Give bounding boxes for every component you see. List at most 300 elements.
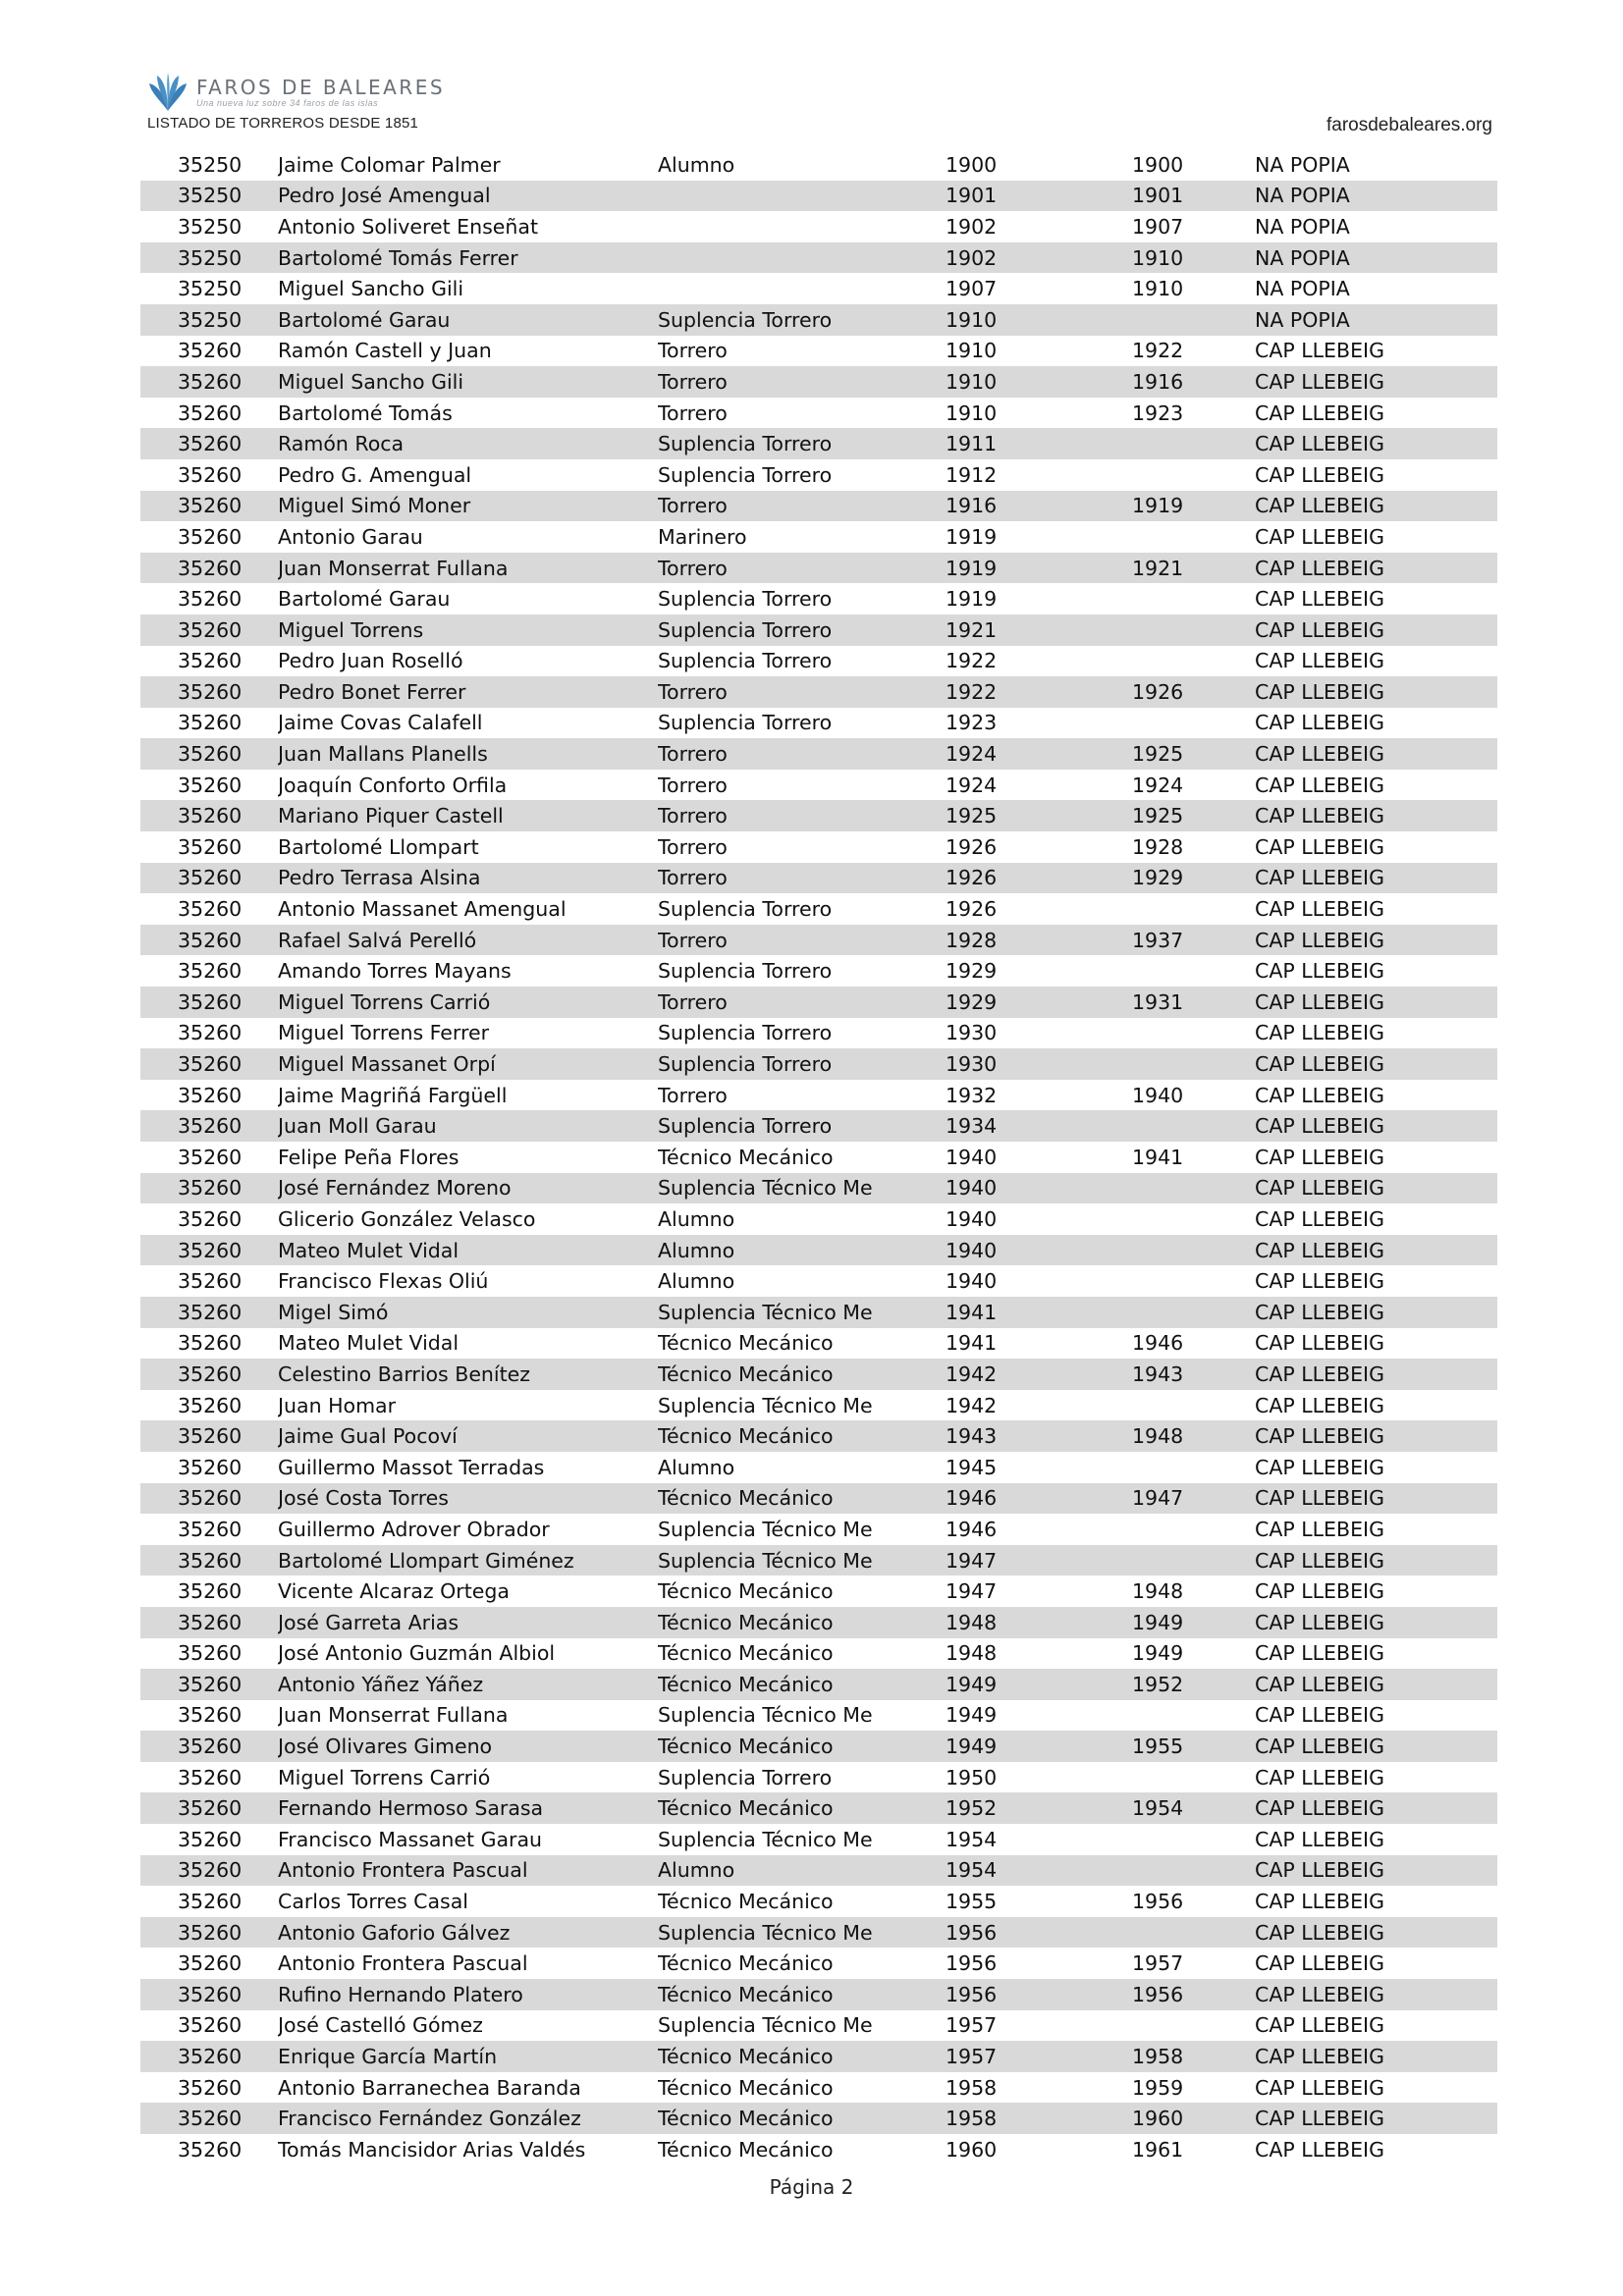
lighthouse-name: CAP LLEBEIG [1255,679,1384,704]
lighthouse-code: 35260 [178,2137,243,2162]
keeper-role: Torrero [658,679,728,704]
keeper-name: Bartolomé Llompart Giménez [278,1548,574,1573]
lighthouse-name: CAP LLEBEIG [1255,1703,1384,1728]
keeper-role: Alumno [658,1206,735,1231]
table-row [140,1235,1497,1266]
table-row [140,583,1497,614]
lighthouse-name: CAP LLEBEIG [1255,1206,1384,1231]
table-row [140,800,1497,831]
keeper-role [658,211,946,242]
end-year: 1943 [1132,1362,1184,1386]
lighthouse-name: CAP LLEBEIG [1255,1672,1384,1696]
keeper-name: Jaime Magriñá Fargüell [278,1083,508,1107]
keeper-name: Joaquín Conforto Orfila [278,773,508,797]
keeper-role: Alumno [658,1238,735,1262]
keeper-role: Torrero [658,556,728,580]
keeper-name: Fernando Hermoso Sarasa [278,1796,544,1821]
lighthouse-name: CAP LLEBEIG [1255,1145,1384,1169]
keeper-role: Marinero [658,524,747,549]
start-year: 1928 [946,928,998,952]
faros-logo [147,71,445,114]
lighthouse-name: CAP LLEBEIG [1255,400,1384,425]
keeper-role: Técnico Mecánico [658,1424,834,1449]
table-row [140,708,1497,739]
lighthouse-code: 35260 [178,2075,243,2100]
logo-name: FAROS DE BALEARES [196,75,446,99]
end-year [1132,1824,1255,1855]
keeper-name: Celestino Barrios Benítez [278,1362,531,1386]
lighthouse-code: 35260 [178,1920,243,1945]
keeper-role [658,181,946,212]
start-year: 1947 [946,1548,998,1573]
start-year: 1950 [946,1765,998,1789]
table-row [140,1452,1497,1483]
lighthouse-code: 35260 [178,1455,243,1479]
keeper-name: Pedro Terrasa Alsina [278,866,481,890]
end-year [1132,955,1255,987]
end-year: 1952 [1132,1672,1184,1696]
start-year: 1910 [946,400,998,425]
table-row [140,553,1497,584]
start-year: 1940 [946,1176,998,1201]
keeper-role: Suplencia Torrero [658,897,833,922]
table-row [140,149,1497,181]
lighthouse-code: 35260 [178,1703,243,1728]
end-year [1132,614,1255,646]
end-year [1132,1265,1255,1297]
end-year: 1960 [1132,2107,1184,2131]
lighthouse-name: CAP LLEBEIG [1255,804,1384,828]
start-year: 1902 [946,245,998,270]
end-year: 1910 [1132,277,1184,301]
table-row [140,1080,1497,1111]
start-year: 1949 [946,1672,998,1696]
table-row [140,1700,1497,1732]
lighthouse-name: CAP LLEBEIG [1255,1486,1384,1511]
keeper-name: Bartolomé Tomás [278,400,453,425]
keeper-role: Torrero [658,1083,728,1107]
keeper-name: Amando Torres Mayans [278,959,512,984]
lighthouse-name: NA POPIA [1255,307,1350,332]
lighthouse-code: 35260 [178,2045,243,2069]
end-year [1132,1235,1255,1266]
end-year [1132,1110,1255,1142]
end-year [1132,428,1255,459]
lighthouse-name: CAP LLEBEIG [1255,928,1384,952]
lighthouse-code: 35260 [178,494,243,518]
end-year: 1961 [1132,2137,1184,2162]
keeper-role: Suplencia Técnico Me [658,1300,873,1324]
start-year: 1934 [946,1114,998,1139]
keeper-name: Antonio Gaforio Gálvez [278,1920,511,1945]
end-year [1132,1390,1255,1421]
keeper-role: Suplencia Torrero [658,1114,833,1139]
table-row [140,1203,1497,1235]
start-year: 1946 [946,1517,998,1541]
end-year [1132,1203,1255,1235]
end-year: 1955 [1132,1735,1184,1759]
keeper-role: Técnico Mecánico [658,1796,834,1821]
end-year: 1922 [1132,339,1184,363]
table-row [140,211,1497,242]
keeper-name: Antonio Massanet Amengual [278,897,567,922]
lighthouse-name: CAP LLEBEIG [1255,1083,1384,1107]
end-year [1132,1452,1255,1483]
lighthouse-name: CAP LLEBEIG [1255,432,1384,456]
table-row [140,2010,1497,2042]
keeper-role: Torrero [658,742,728,767]
end-year [1132,1018,1255,1049]
lighthouse-name: CAP LLEBEIG [1255,369,1384,394]
lighthouse-name: CAP LLEBEIG [1255,2075,1384,2100]
keeper-role: Suplencia Torrero [658,1021,833,1045]
keeper-name: José Garreta Arias [278,1610,460,1634]
end-year: 1937 [1132,928,1184,952]
end-year [1132,1297,1255,1328]
start-year: 1919 [946,587,998,612]
table-row [140,304,1497,336]
end-year: 1916 [1132,369,1184,394]
start-year: 1940 [946,1238,998,1262]
keeper-name: Carlos Torres Casal [278,1890,468,1914]
lighthouse-name: NA POPIA [1255,152,1350,177]
start-year: 1919 [946,556,998,580]
page-number: Página 2 [769,2175,854,2199]
table-row [140,1390,1497,1421]
lighthouse-name: CAP LLEBEIG [1255,1765,1384,1789]
lighthouse-code: 35260 [178,1206,243,1231]
lighthouse-code: 35260 [178,959,243,984]
lighthouse-name: CAP LLEBEIG [1255,1579,1384,1604]
start-year: 1907 [946,277,998,301]
table-row [140,738,1497,770]
table-row [140,273,1497,304]
end-year [1132,583,1255,614]
keeper-name: Ramón Roca [278,432,405,456]
table-row [140,2072,1497,2104]
lighthouse-code: 35250 [178,277,243,301]
start-year: 1922 [946,679,998,704]
lighthouse-name: CAP LLEBEIG [1255,1610,1384,1634]
keeper-name: Migel Simó [278,1300,389,1324]
keeper-name: Bartolomé Garau [278,587,451,612]
lighthouse-code: 35260 [178,1610,243,1634]
lighthouse-code: 35250 [178,214,243,239]
lighthouse-code: 35260 [178,1672,243,1696]
lighthouse-code: 35260 [178,989,243,1014]
lighthouse-name: CAP LLEBEIG [1255,1517,1384,1541]
keeper-role [658,242,946,274]
keeper-name: Rafael Salvá Perelló [278,928,477,952]
keeper-role: Técnico Mecánico [658,1362,834,1386]
start-year: 1932 [946,1083,998,1107]
keeper-name: Miguel Sancho Gili [278,369,464,394]
keeper-name: Bartolomé Tomás Ferrer [278,245,518,270]
end-year: 1941 [1132,1145,1184,1169]
lighthouse-code: 35260 [178,1735,243,1759]
end-year: 1901 [1132,184,1184,208]
lighthouse-beam-icon [147,72,189,113]
keeper-role: Técnico Mecánico [658,1610,834,1634]
lighthouse-name: CAP LLEBEIG [1255,1393,1384,1417]
start-year: 1941 [946,1331,998,1356]
table-row [140,1575,1497,1607]
table-row [140,1979,1497,2010]
lighthouse-name: CAP LLEBEIG [1255,1424,1384,1449]
start-year: 1947 [946,1579,998,1604]
keeper-name: Mariano Piquer Castell [278,804,504,828]
keeper-name: Miguel Sancho Gili [278,277,464,301]
keeper-role: Técnico Mecánico [658,1672,834,1696]
keeper-name: Antonio Garau [278,524,423,549]
end-year: 1957 [1132,1951,1184,1976]
keeper-role: Torrero [658,773,728,797]
start-year: 1952 [946,1796,998,1821]
end-year [1132,1173,1255,1204]
table-row [140,1142,1497,1173]
table-row [140,1359,1497,1390]
keeper-role: Suplencia Torrero [658,307,833,332]
lighthouse-code: 35260 [178,1858,243,1883]
keeper-role [658,273,946,304]
table-row [140,1545,1497,1576]
table-row [140,366,1497,398]
end-year: 1948 [1132,1424,1184,1449]
start-year: 1949 [946,1735,998,1759]
start-year: 1924 [946,773,998,797]
keeper-role: Técnico Mecánico [658,1641,834,1666]
keeper-name: Miguel Torrens Carrió [278,989,491,1014]
start-year: 1946 [946,1486,998,1511]
lighthouse-name: CAP LLEBEIG [1255,462,1384,487]
document-title: LISTADO DE TORREROS DESDE 1851 [147,115,419,132]
keeper-role: Suplencia Torrero [658,649,833,673]
lighthouse-code: 35260 [178,804,243,828]
table-row [140,1792,1497,1824]
keeper-role: Técnico Mecánico [658,2045,834,2069]
start-year: 1921 [946,617,998,642]
lighthouse-code: 35250 [178,152,243,177]
lighthouse-name: CAP LLEBEIG [1255,1641,1384,1666]
start-year: 1910 [946,369,998,394]
keeper-role: Suplencia Técnico Me [658,1517,873,1541]
end-year: 1928 [1132,834,1184,859]
start-year: 1902 [946,214,998,239]
lighthouse-code: 35260 [178,649,243,673]
keeper-name: Pedro José Amengual [278,184,491,208]
keeper-name: Antonio Soliveret Enseñat [278,214,539,239]
keeper-role: Torrero [658,866,728,890]
keeper-name: Glicerio González Velasco [278,1206,536,1231]
keeper-role: Alumno [658,1269,735,1294]
lighthouse-code: 35260 [178,369,243,394]
end-year [1132,2010,1255,2042]
table-row [140,1514,1497,1545]
keeper-name: Bartolomé Garau [278,307,451,332]
start-year: 1910 [946,339,998,363]
table-row [140,1917,1497,1949]
keeper-role: Técnico Mecánico [658,2107,834,2131]
keeper-role: Suplencia Torrero [658,587,833,612]
lighthouse-name: CAP LLEBEIG [1255,1735,1384,1759]
table-row [140,1110,1497,1142]
lighthouse-name: CAP LLEBEIG [1255,959,1384,984]
end-year: 1926 [1132,679,1184,704]
keeper-name: Mateo Mulet Vidal [278,1238,460,1262]
lighthouse-code: 35260 [178,834,243,859]
lighthouse-code: 35260 [178,587,243,612]
table-row [140,1638,1497,1670]
lighthouse-code: 35260 [178,1269,243,1294]
start-year: 1956 [946,1920,998,1945]
table-row [140,1328,1497,1360]
table-row [140,925,1497,956]
start-year: 1901 [946,184,998,208]
lighthouse-name: CAP LLEBEIG [1255,1951,1384,1976]
keeper-role: Suplencia Torrero [658,462,833,487]
keeper-name: Guillermo Adrover Obrador [278,1517,550,1541]
table-row [140,2103,1497,2134]
lighthouse-code: 35260 [178,1393,243,1417]
keeper-name: Antonio Yáñez Yáñez [278,1672,484,1696]
table-row [140,521,1497,553]
keeper-name: Enrique García Martín [278,2045,498,2069]
lighthouse-code: 35260 [178,1145,243,1169]
start-year: 1929 [946,959,998,984]
start-year: 1948 [946,1641,998,1666]
table-row [140,1824,1497,1855]
end-year: 1940 [1132,1083,1184,1107]
logo-tagline: Una nueva luz sobre 34 faros de las islas [196,97,379,108]
keeper-role: Alumno [658,1858,735,1883]
keeper-role: Técnico Mecánico [658,1145,834,1169]
lighthouse-code: 35260 [178,679,243,704]
lighthouse-code: 35260 [178,1827,243,1851]
end-year [1132,521,1255,553]
table-row [140,1886,1497,1917]
keeper-name: Miguel Torrens Carrió [278,1765,491,1789]
start-year: 1926 [946,834,998,859]
table-row [140,1265,1497,1297]
keeper-name: Vicente Alcaraz Ortega [278,1579,510,1604]
lighthouse-name: CAP LLEBEIG [1255,1114,1384,1139]
keeper-role: Técnico Mecánico [658,2075,834,2100]
keeper-role: Suplencia Técnico Me [658,1393,873,1417]
end-year [1132,459,1255,491]
table-row [140,1731,1497,1762]
lighthouse-name: CAP LLEBEIG [1255,2045,1384,2069]
keeper-name: Pedro Juan Roselló [278,649,463,673]
end-year [1132,1855,1255,1887]
table-row [140,987,1497,1018]
start-year: 1916 [946,494,998,518]
lighthouse-code: 35260 [178,1300,243,1324]
lighthouse-name: NA POPIA [1255,277,1350,301]
lighthouse-code: 35260 [178,773,243,797]
lighthouse-code: 35260 [178,400,243,425]
lighthouse-code: 35260 [178,1796,243,1821]
end-year [1132,1514,1255,1545]
table-row [140,1420,1497,1452]
start-year: 1912 [946,462,998,487]
table-row [140,336,1497,367]
table-row [140,1018,1497,1049]
lighthouse-name: CAP LLEBEIG [1255,1269,1384,1294]
end-year: 1924 [1132,773,1184,797]
lighthouse-code: 35260 [178,1176,243,1201]
keeper-role: Torrero [658,834,728,859]
start-year: 1957 [946,2045,998,2069]
lighthouse-code: 35260 [178,432,243,456]
lighthouse-code: 35250 [178,307,243,332]
lighthouse-code: 35260 [178,1052,243,1077]
keeper-role: Suplencia Técnico Me [658,2013,873,2038]
keeper-name: Jaime Colomar Palmer [278,152,501,177]
keeper-role: Suplencia Técnico Me [658,1827,873,1851]
keeper-role: Suplencia Torrero [658,1765,833,1789]
table-row [140,1173,1497,1204]
table-row [140,863,1497,894]
lighthouse-name: CAP LLEBEIG [1255,1827,1384,1851]
lighthouse-code: 35260 [178,1331,243,1356]
start-year: 1923 [946,711,998,735]
keeper-name: Pedro Bonet Ferrer [278,679,466,704]
keeper-role: Técnico Mecánico [658,1486,834,1511]
keepers-table [140,149,1497,2165]
keeper-name: Pedro G. Amengual [278,462,472,487]
lighthouse-code: 35260 [178,1486,243,1511]
lighthouse-name: CAP LLEBEIG [1255,1300,1384,1324]
start-year: 1958 [946,2075,998,2100]
start-year: 1942 [946,1393,998,1417]
end-year [1132,708,1255,739]
start-year: 1926 [946,866,998,890]
lighthouse-name: CAP LLEBEIG [1255,1920,1384,1945]
lighthouse-code: 35260 [178,711,243,735]
lighthouse-name: CAP LLEBEIG [1255,1858,1384,1883]
keeper-role: Torrero [658,804,728,828]
lighthouse-code: 35260 [178,1021,243,1045]
lighthouse-name: CAP LLEBEIG [1255,897,1384,922]
start-year: 1957 [946,2013,998,2038]
end-year: 1929 [1132,866,1184,890]
table-row [140,1855,1497,1887]
lighthouse-code: 35260 [178,1765,243,1789]
keeper-name: Juan Monserrat Fullana [278,1703,509,1728]
keeper-role: Técnico Mecánico [658,2137,834,2162]
table-row [140,614,1497,646]
start-year: 1910 [946,307,998,332]
lighthouse-name: CAP LLEBEIG [1255,834,1384,859]
keeper-name: Ramón Castell y Juan [278,339,492,363]
lighthouse-code: 35250 [178,184,243,208]
keeper-role: Torrero [658,339,728,363]
lighthouse-code: 35260 [178,1424,243,1449]
website-label: farosdebaleares.org [1326,115,1492,135]
end-year: 1900 [1132,152,1184,177]
start-year: 1929 [946,989,998,1014]
lighthouse-name: CAP LLEBEIG [1255,1796,1384,1821]
start-year: 1954 [946,1827,998,1851]
end-year: 1931 [1132,989,1184,1014]
start-year: 1949 [946,1703,998,1728]
keeper-name: Jaime Gual Pocoví [278,1424,458,1449]
lighthouse-name: CAP LLEBEIG [1255,773,1384,797]
lighthouse-code: 35260 [178,2107,243,2131]
lighthouse-name: CAP LLEBEIG [1255,524,1384,549]
keeper-name: José Castelló Gómez [278,2013,483,2038]
keeper-role: Torrero [658,928,728,952]
